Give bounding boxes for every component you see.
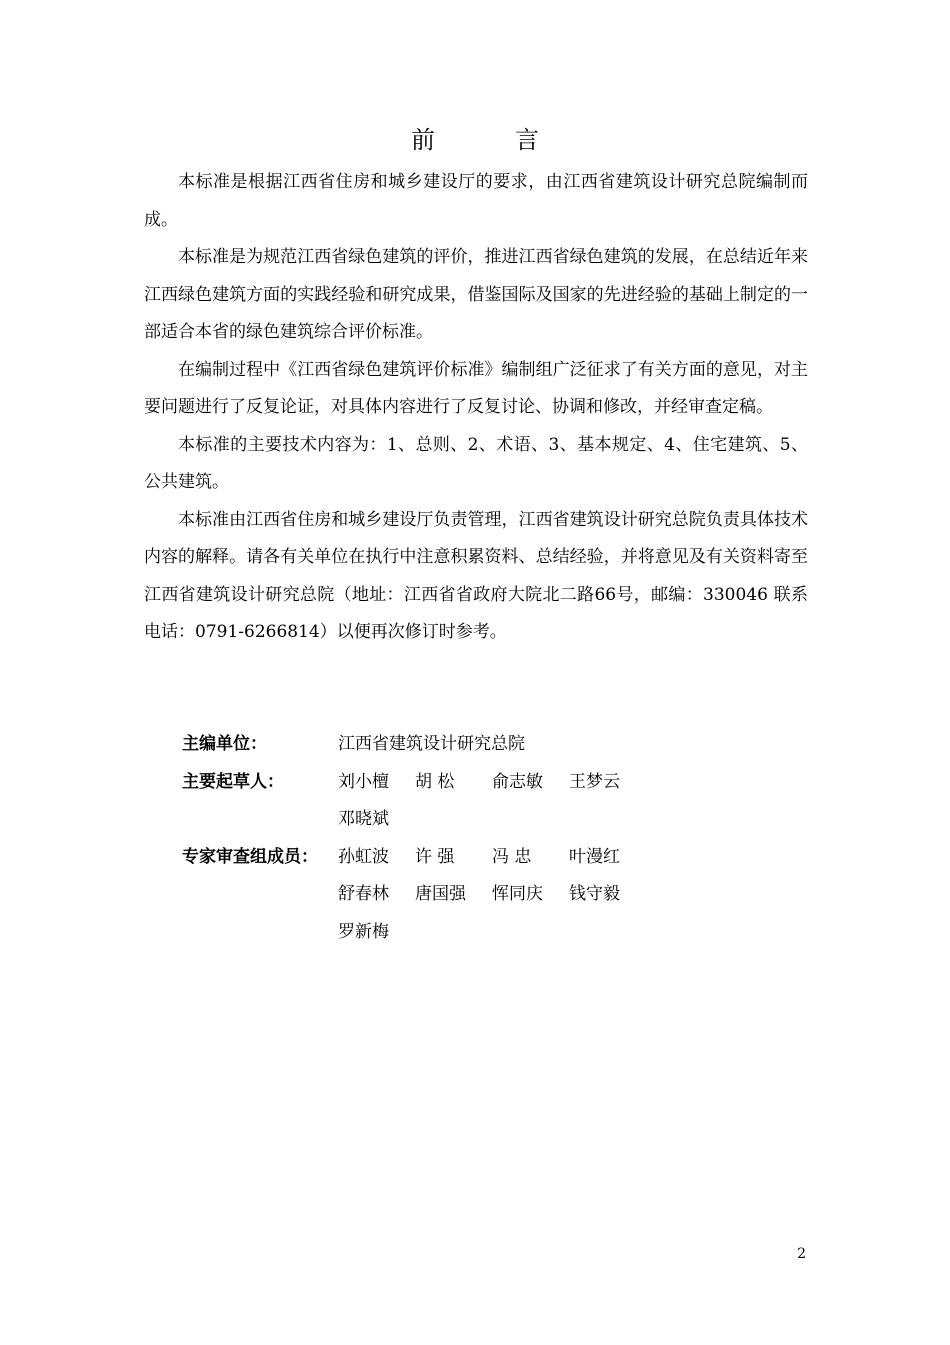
credits-block — [182, 726, 682, 951]
drafters-label: 主要起草人： — [182, 771, 284, 792]
reviewer-name: 罗新梅 — [338, 921, 389, 942]
drafter-name: 王梦云 — [569, 771, 620, 792]
reviewer-name: 恽同庆 — [492, 884, 543, 904]
page-title: 前 言 — [411, 126, 567, 154]
drafters-row — [182, 764, 682, 839]
reviewers-label: 专家审查组成员： — [182, 846, 318, 867]
paragraph-4: 本标准的主要技术内容为：1、总则、2、术语、3、基本规定、4、住宅建筑、5、公共建筑。 — [144, 434, 808, 492]
drafter-name: 邓晓斌 — [338, 809, 389, 829]
reviewers-list — [338, 839, 648, 952]
chief-unit-value: 江西省建筑设计研究总院 — [338, 734, 525, 754]
paragraph-1: 本标准是根据江西省住房和城乡建设厅的要求，由江西省建筑设计研究总院编制而成。 — [144, 172, 808, 230]
drafter-name: 刘小檀 — [338, 771, 389, 792]
chief-unit-value-list — [338, 726, 648, 764]
reviewer-name: 冯 忠 — [492, 846, 532, 867]
reviewer-name: 孙虹波 — [338, 846, 389, 867]
chief-unit-label: 主编单位： — [182, 734, 267, 754]
paragraph-3: 在编制过程中《江西省绿色建筑评价标准》编制组广泛征求了有关方面的意见，对主要问题进行了反复论证，对具体内容进行了反复讨论、协调和修改，并经审查定稿。 — [144, 359, 808, 417]
reviewer-name: 叶漫红 — [569, 846, 620, 867]
reviewers-row — [182, 839, 682, 952]
reviewer-name: 舒春林 — [338, 884, 389, 904]
reviewer-name: 唐国强 — [415, 884, 466, 904]
page-number: 2 — [797, 1246, 806, 1262]
preface-body — [144, 164, 808, 652]
reviewer-name: 钱守毅 — [569, 884, 620, 904]
chief-unit-row — [182, 726, 682, 764]
paragraph-2: 本标准是为规范江西省绿色建筑的评价，推进江西省绿色建筑的发展，在总结近年来江西绿色建筑方面的实践经验和研究成果，借鉴国际及国家的先进经验的基础上制定的一部适合本省的绿色建筑综合评价标准。 — [144, 247, 808, 342]
reviewer-name: 许 强 — [415, 846, 455, 867]
drafters-list — [338, 764, 648, 839]
drafter-name: 胡 松 — [415, 771, 455, 792]
drafter-name: 俞志敏 — [492, 771, 543, 792]
paragraph-5: 本标准由江西省住房和城乡建设厅负责管理，江西省建筑设计研究总院负责具体技术内容的解释。请各有关单位在执行中注意积累资料、总结经验，并将意见及有关资料寄至江西省建筑设计研究总院（地址：江西省省政府大院北二路66号，邮编：330046 联系电话：0791-6266814）以便再次修订时参考。 — [144, 509, 808, 642]
